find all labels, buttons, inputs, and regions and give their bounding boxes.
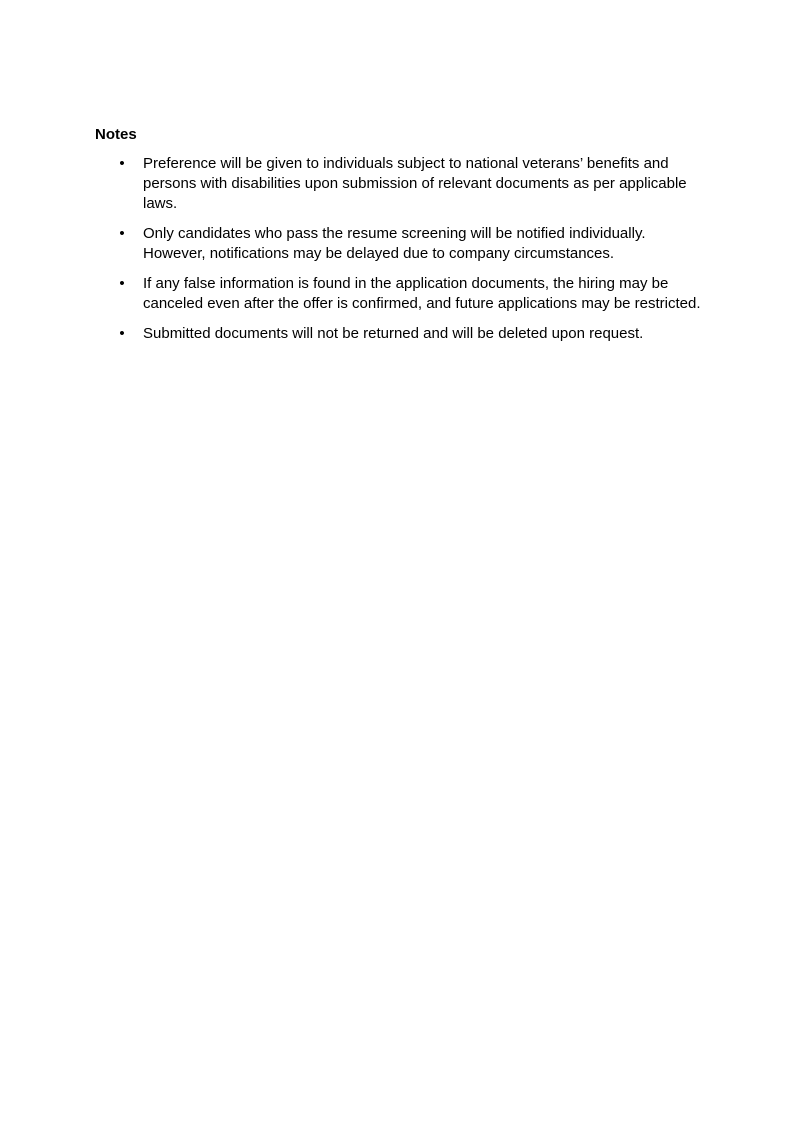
note-text: If any false information is found in the application documents, the hiring may be canceled even after the offer is confirmed, and future applications may be restricted. — [143, 275, 701, 312]
list-item — [0, 154, 703, 214]
note-text: Preference will be given to individuals subject to national veterans’ benefits and persons with disabilities upon submission of relevant documents as per applicable laws. — [143, 155, 687, 212]
list-item — [0, 224, 703, 264]
note-text: Only candidates who pass the resume screening will be notified individually. However, notifications may be delayed due to company circumstances. — [143, 225, 646, 262]
list-item — [0, 274, 703, 314]
notes-list — [0, 154, 794, 354]
notes-heading: Notes — [95, 126, 137, 143]
note-text: Submitted documents will not be returned and will be deleted upon request. — [143, 325, 644, 342]
bullet-icon: • — [119, 325, 125, 342]
bullet-icon: • — [119, 225, 125, 242]
bullet-icon: • — [119, 275, 125, 292]
list-item — [0, 324, 703, 344]
bullet-icon: • — [119, 155, 125, 172]
